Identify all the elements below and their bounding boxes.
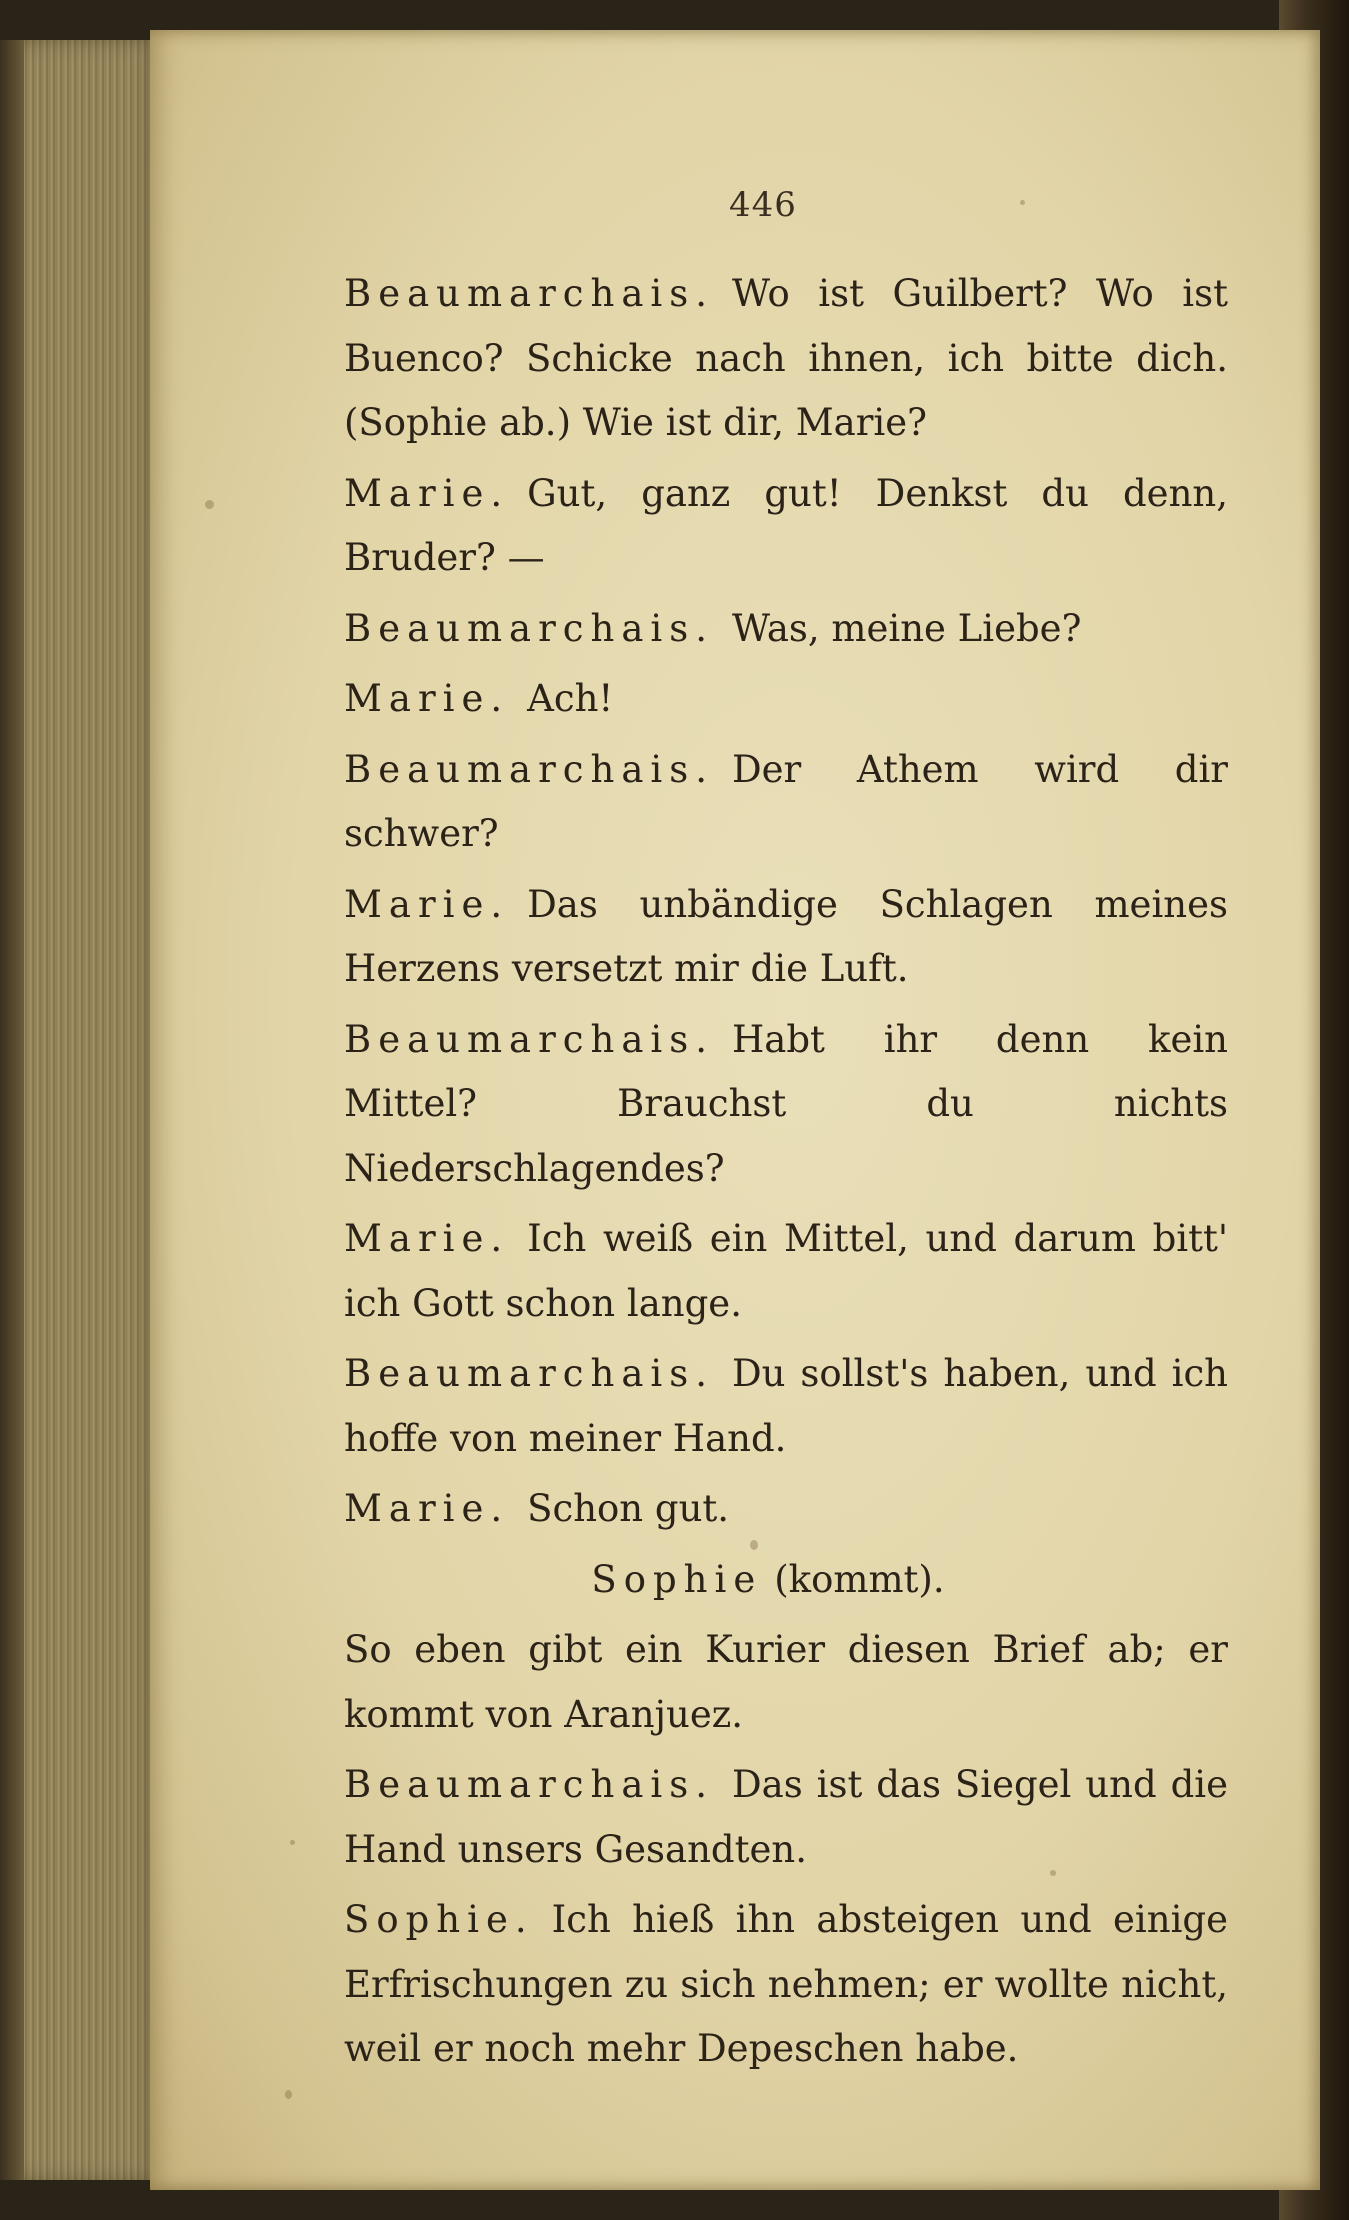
dialogue-text: Ich weiß ein Mittel, und darum bitt' ich Gott schon lange. (344, 1217, 1228, 1325)
dialogue-text: Das ist das Siegel und die Hand unsers Gesandten. (344, 1763, 1228, 1871)
dialogue-paragraph (278, 667, 1228, 738)
play-text (278, 262, 1228, 2088)
book-cover-edge (0, 40, 24, 2180)
foxing-spot (205, 500, 214, 509)
dialogue-paragraph (278, 1618, 1228, 1753)
dialogue-paragraph (278, 1207, 1228, 1342)
dialogue-paragraph (278, 873, 1228, 1008)
dialogue-text: Das unbändige Schlagen meines Herzens versetzt mir die Luft. (344, 882, 1228, 990)
dialogue-text: Schon gut. (527, 1487, 730, 1530)
speaker-name: Marie. (344, 1487, 510, 1530)
page-edges (0, 40, 160, 2180)
page-number: 446 (729, 185, 797, 225)
dialogue-paragraph (278, 262, 1228, 462)
dialogue-text: Du sollst's haben, und ich hoffe von meiner Hand. (344, 1352, 1228, 1460)
speaker-name: Sophie (591, 1557, 763, 1601)
speaker-name: Sophie. (344, 1898, 534, 1941)
dialogue-paragraph (278, 1753, 1228, 1888)
speaker-name: Beaumarchais. (344, 1017, 714, 1061)
speaker-name: Beaumarchais. (344, 1352, 714, 1395)
dialogue-text: Der Athem wird dir schwer? (344, 747, 1228, 855)
speaker-name: Beaumarchais. (344, 272, 714, 315)
speaker-name: Beaumarchais. (344, 747, 714, 791)
foxing-spot (285, 2090, 292, 2099)
stage-direction (278, 1548, 1228, 1619)
dialogue-text: Ach! (527, 677, 614, 720)
stage-direction-text: (kommt). (774, 1557, 945, 1601)
dialogue-paragraph (278, 462, 1228, 597)
dialogue-paragraph (278, 1008, 1228, 1208)
dialogue-paragraph (278, 1342, 1228, 1477)
dialogue-text: Was, meine Liebe? (732, 606, 1082, 650)
dialogue-text: So eben gibt ein Kurier diesen Brief ab; er kommt von Aranjuez. (344, 1628, 1228, 1736)
speaker-name: Marie. (344, 1217, 510, 1260)
speaker-name: Marie. (344, 471, 510, 515)
dialogue-text: Gut, ganz gut! Denkst du denn, Bruder? — (344, 471, 1228, 579)
speaker-name: Beaumarchais. (344, 606, 714, 650)
dialogue-text: Habt ihr denn kein Mittel? Brauchst du nichts Niederschlagendes? (344, 1017, 1228, 1190)
speaker-name: Marie. (344, 677, 510, 720)
dialogue-paragraph (278, 597, 1228, 668)
dialogue-text: Wo ist Guilbert? Wo ist Buenco? Schicke nach ihnen, ich bitte dich. (Sophie ab.) Wie ist dir, Marie? (344, 272, 1228, 444)
dialogue-text: Ich hieß ihn absteigen und einige Erfrischungen zu sich nehmen; er wollte nicht, weil er noch mehr Depeschen habe. (344, 1898, 1228, 2070)
speaker-name: Marie. (344, 882, 510, 926)
dialogue-paragraph (278, 1477, 1228, 1548)
dialogue-paragraph (278, 738, 1228, 873)
speaker-name: Beaumarchais. (344, 1763, 714, 1806)
dialogue-paragraph (278, 1888, 1228, 2088)
